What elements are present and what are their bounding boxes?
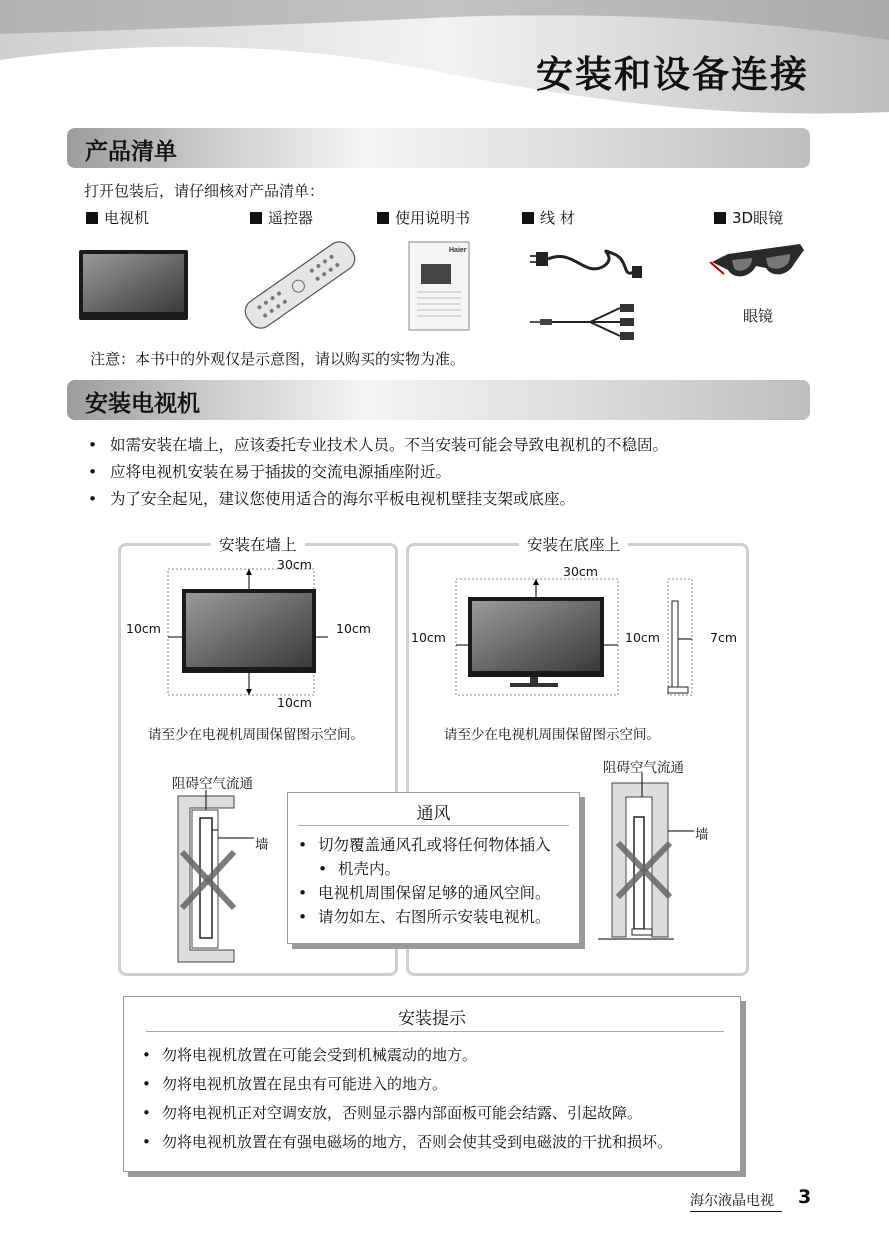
- base-left-clearance: 10cm: [411, 630, 446, 645]
- item-cables: 线 材: [522, 207, 575, 228]
- list-item: • 勿将电视机放置在可能会受到机械震动的地方。: [142, 1041, 672, 1070]
- wall-right-clearance: 10cm: [336, 621, 371, 636]
- footer-brand: 海尔液晶电视: [690, 1193, 774, 1209]
- square-bullet-icon: [714, 212, 726, 224]
- list-item: • 勿将电视机正对空调安放，否则显示器内部面板可能会结露、引起故障。: [142, 1099, 672, 1128]
- tips-title: 安装提示: [398, 1009, 466, 1029]
- item-remote: 遥控器: [250, 207, 313, 228]
- section-header-product-list: [67, 128, 810, 168]
- ventilation-bullets: [298, 833, 551, 929]
- list-item: • 切勿覆盖通风孔或将任何物体插入: [298, 833, 551, 857]
- base-blocked-diagram: [598, 773, 708, 943]
- 3d-glasses-image: [708, 240, 808, 285]
- wall-top-clearance: 30cm: [277, 557, 312, 572]
- list-item: • 如需安装在墙上，应该委托专业技术人员。不当安装可能会导致电视机的不稳固。: [88, 432, 668, 459]
- svg-text:Haier: Haier: [449, 247, 467, 254]
- section-title: 安装电视机: [85, 391, 200, 417]
- footer-rule: [690, 1211, 782, 1212]
- list-item-continuation: • 机壳内。: [298, 857, 551, 881]
- base-right-clearance: 10cm: [625, 630, 660, 645]
- tips-bullets: [142, 1041, 672, 1157]
- item-3d-glasses: 3D眼镜: [714, 207, 783, 228]
- list-item: • 请勿如左、右图所示安装电视机。: [298, 905, 551, 929]
- panel-title: 安装在底座上: [519, 533, 628, 555]
- glasses-caption: 眼镜: [743, 307, 774, 325]
- wall-airflow-label: 阻碍空气流通: [172, 776, 253, 792]
- wall-left-clearance: 10cm: [126, 621, 161, 636]
- ventilation-box: [287, 792, 580, 944]
- panel-title: 安装在墙上: [211, 533, 305, 555]
- installation-tips-box: [123, 996, 741, 1172]
- square-bullet-icon: [86, 212, 98, 224]
- base-tv-diagram: [406, 565, 743, 695]
- divider: [298, 825, 569, 826]
- user-manual-image: [409, 242, 471, 332]
- remote-control-image: [240, 240, 360, 330]
- product-list-intro: 打开包装后，请仔细核对产品清单：: [84, 182, 325, 200]
- base-top-clearance: 30cm: [563, 564, 598, 579]
- wall-blocked-diagram: [170, 790, 280, 970]
- section-title: 产品清单: [85, 139, 177, 165]
- square-bullet-icon: [377, 212, 389, 224]
- wall-bottom-clearance: 10cm: [277, 695, 312, 710]
- wall-label: 墙: [255, 837, 269, 853]
- square-bullet-icon: [522, 212, 534, 224]
- base-airflow-label: 阻碍空气流通: [603, 760, 684, 776]
- tv-image: [79, 250, 189, 322]
- install-bullets: [88, 432, 668, 513]
- ventilation-title: 通风: [416, 804, 451, 824]
- page-number: 3: [798, 1186, 812, 1208]
- av-cable-image: [530, 302, 645, 342]
- section-header-install-tv: [67, 380, 810, 420]
- list-item: • 勿将电视机放置在昆虫有可能进入的地方。: [142, 1070, 672, 1099]
- item-tv: 电视机: [86, 207, 149, 228]
- item-manual: 使用说明书: [377, 207, 470, 228]
- divider: [146, 1031, 724, 1032]
- list-item: • 勿将电视机放置在有强电磁场的地方，否则会使其受到电磁波的干扰和损坏。: [142, 1128, 672, 1157]
- page-title: 安装和设备连接: [536, 53, 809, 96]
- square-bullet-icon: [250, 212, 262, 224]
- list-item: • 应将电视机安装在易于插拔的交流电源插座附近。: [88, 459, 668, 486]
- list-item: • 为了安全起见，建议您使用适合的海尔平板电视机壁挂支架或底座。: [88, 486, 668, 513]
- base-side-clearance: 7cm: [710, 630, 738, 645]
- product-note: 注意：本书中的外观仅是示意图，请以购买的实物为准。: [90, 350, 466, 368]
- base-caption: 请至少在电视机周围保留图示空间。: [444, 727, 660, 743]
- base-wall-label: 墙: [695, 827, 709, 843]
- list-item: • 电视机周围保留足够的通风空间。: [298, 881, 551, 905]
- wall-caption: 请至少在电视机周围保留图示空间。: [148, 727, 364, 743]
- power-cord-image: [534, 238, 654, 288]
